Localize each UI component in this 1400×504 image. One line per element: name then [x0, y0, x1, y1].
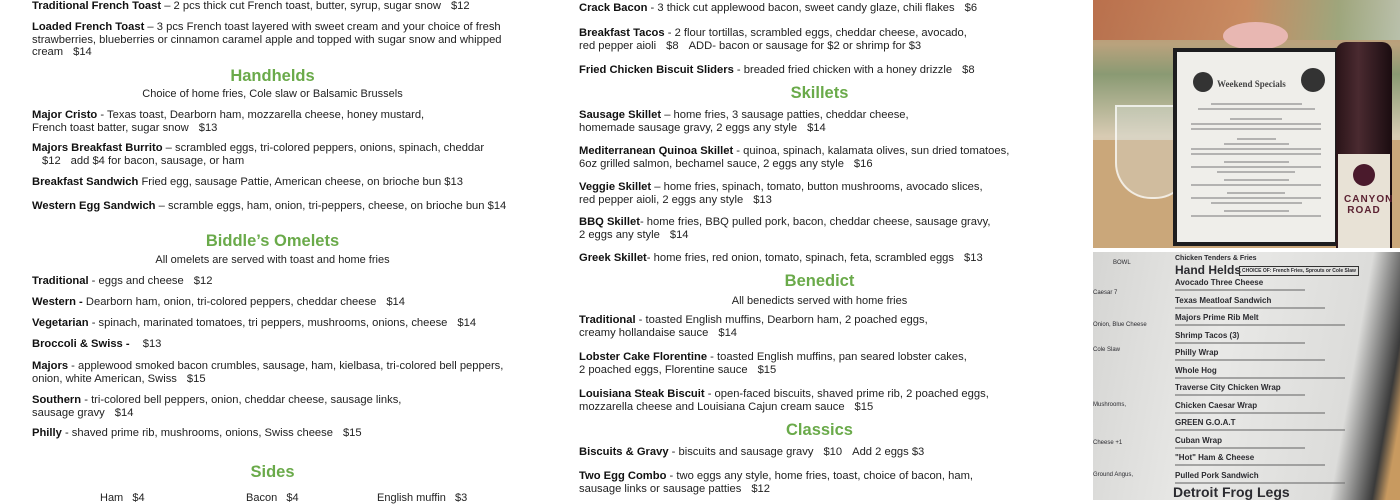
item-separator: -	[81, 394, 92, 406]
bottle-label	[1338, 154, 1394, 248]
menu-column-left	[0, 0, 545, 504]
item-price: $15	[342, 427, 362, 439]
item-separator: -	[647, 2, 658, 14]
item-separator: –	[661, 109, 674, 121]
item-description: Texas toast, Dearborn ham, mozzarella cheese, honey mustard,	[107, 109, 425, 121]
photo-menu-line: Chicken Tenders & Fries	[1175, 255, 1257, 262]
item-name: Mediterranean Quinoa Skillet	[579, 145, 734, 157]
photo-menu-desc-line	[1175, 307, 1325, 309]
item-name: Fried Chicken Biscuit Sliders	[579, 64, 734, 76]
item-price: $6	[964, 2, 978, 14]
item-description: shaved prime rib, mushrooms, onions, Swiss cheese	[71, 427, 333, 439]
menu-item	[579, 109, 909, 134]
item-name: Biscuits & Gravy	[579, 446, 669, 458]
item-separator	[130, 338, 133, 350]
photo-menu-item: Pulled Pork Sandwich	[1175, 470, 1259, 480]
item-price: $10	[823, 446, 843, 458]
photo-menu-choice-box: CHOICE OF: French Fries, Sprouts or Cole Slaw	[1239, 266, 1359, 276]
item-description: red pepper aioli, 2 eggs any style	[579, 193, 744, 206]
menu-item	[579, 388, 989, 413]
section-subtitle: Choice of home fries, Cole slaw or Balsamic Brussels	[142, 88, 403, 100]
photo-menu-item: Chicken Caesar Wrap	[1175, 400, 1258, 410]
item-description: sausage gravy	[32, 406, 105, 419]
item-description: 2 pcs thick cut French toast, butter, syrup, sugar snow	[173, 0, 441, 12]
menu-item	[579, 446, 924, 459]
item-price: $14	[807, 121, 826, 134]
item-separator: –	[144, 21, 157, 33]
rose-flower	[1223, 22, 1288, 50]
item-price: $14	[669, 228, 689, 241]
item-separator: -	[61, 427, 72, 439]
menu-item	[32, 275, 212, 288]
photo-menu-desc-line	[1175, 324, 1345, 326]
item-name: Major Cristo	[32, 109, 98, 121]
item-name: Traditional French Toast	[32, 0, 162, 12]
item-description: quinoa, spinach, kalamata olives, sun dried tomatoes,	[743, 145, 1010, 157]
photo-menu-item: Shrimp Tacos (3)	[1175, 330, 1240, 340]
item-price: $13	[142, 338, 162, 350]
photo-menu-desc-line	[1175, 429, 1345, 431]
menu-item	[32, 109, 424, 134]
menu-item	[579, 252, 983, 265]
specials-menu-card	[1173, 48, 1339, 246]
item-price: $14	[457, 317, 477, 329]
item-name: Vegetarian	[32, 317, 89, 329]
item-addon: Add 2 eggs $3	[852, 446, 925, 458]
menu-item	[579, 314, 928, 339]
photo-menu-desc-line	[1175, 377, 1345, 379]
item-name: Crack Bacon	[579, 2, 648, 14]
specials-text-lines	[1191, 100, 1321, 220]
item-name: Veggie Skillet	[579, 181, 652, 193]
item-description: red pepper aioli	[579, 39, 657, 52]
photo-menu-desc-line	[1175, 464, 1325, 466]
item-price: $14	[73, 46, 92, 58]
item-name: Majors Breakfast Burrito	[32, 142, 163, 154]
item-separator: -	[733, 145, 744, 157]
item-description: cream	[32, 46, 64, 58]
item-price: $12	[193, 275, 213, 287]
item-description: 6oz grilled salmon, bechamel sauce, 2 eggs any style	[579, 157, 844, 170]
item-name: Loaded French Toast	[32, 21, 145, 33]
photo-handhelds-menu	[1093, 252, 1400, 500]
item-name: Southern	[32, 394, 82, 406]
item-name: Western -	[32, 296, 83, 308]
photo-menu-desc-line	[1175, 359, 1325, 361]
menu-item	[579, 351, 967, 376]
menu-item	[32, 142, 484, 167]
item-description: creamy hollandaise sauce	[579, 326, 709, 339]
menu-item	[32, 360, 503, 385]
item-name: Louisiana Steak Biscuit	[579, 388, 705, 400]
photo-menu-fragment: BOWL	[1113, 260, 1131, 266]
menu-item	[32, 0, 470, 13]
item-description: Dearborn ham, onion, tri-colored peppers, cheddar cheese	[85, 296, 377, 308]
item-description: open-faced biscuits, shaved prime rib, 2 poached eggs,	[714, 388, 989, 400]
item-name: Sausage Skillet	[579, 109, 662, 121]
section-subtitle: All omelets are served with toast and home fries	[155, 254, 390, 266]
photo-menu-fragment: Cole Slaw	[1093, 347, 1121, 353]
photo-menu-item: Traverse City Chicken Wrap	[1175, 383, 1281, 392]
item-price: $12	[751, 482, 770, 495]
item-separator: -	[666, 470, 677, 482]
photo-menu-fragment: Ground Angus,	[1093, 472, 1134, 478]
item-price: $15	[186, 372, 206, 385]
item-price: $16	[853, 157, 873, 170]
side-item: English muffin $3	[377, 492, 468, 504]
item-name: Lobster Cake Florentine	[579, 351, 708, 363]
photo-menu-fragment: Onion, Blue Cheese	[1093, 322, 1147, 328]
photo-menu-item: Avocado Three Cheese	[1175, 278, 1264, 287]
item-separator: -	[668, 446, 679, 458]
item-price: $15	[854, 400, 874, 413]
photo-menu-item: GREEN G.O.A.T	[1175, 418, 1236, 427]
item-description: applewood smoked bacon crumbles, sausage, ham, kielbasa, tri-colored bell peppers,	[78, 360, 504, 372]
photo-menu-desc-line	[1175, 394, 1305, 396]
item-description: 3 pcs French toast layered with sweet cream and your choice of fresh	[156, 21, 501, 33]
photo-menu-desc-line	[1175, 289, 1305, 291]
item-name: Philly	[32, 427, 62, 439]
menu-item	[32, 21, 502, 59]
photo-menu-item: Whole Hog	[1175, 365, 1217, 375]
section-heading-classics: Classics	[786, 421, 853, 439]
menu-item	[579, 470, 973, 495]
photo-weekend-specials	[1093, 0, 1400, 248]
section-subtitle: All benedicts served with home fries	[731, 295, 908, 307]
menu-item	[579, 216, 990, 241]
photo-menu-item: Texas Meatloaf Sandwich	[1175, 295, 1272, 305]
item-name: Two Egg Combo	[579, 470, 667, 482]
item-description: scrambled eggs, tri-colored peppers, onions, spinach, cheddar	[175, 142, 485, 154]
wine-bottle	[1336, 42, 1392, 248]
item-description: homemade sausage gravy, 2 eggs any style	[579, 121, 798, 134]
item-name: Greek Skillet	[579, 252, 647, 264]
section-heading-skillets: Skillets	[790, 84, 849, 102]
item-description: 2 flour tortillas, scrambled eggs, cheddar cheese, avocado,	[674, 27, 967, 39]
item-description: toasted English muffins, Dearborn ham, 2 poached eggs,	[645, 314, 928, 326]
item-description: eggs and cheese	[98, 275, 184, 287]
item-price: $14	[718, 326, 738, 339]
item-separator: -	[664, 27, 675, 39]
side-item: Bacon $4	[246, 492, 299, 504]
photo-menu-fragment: Caesar 7	[1093, 290, 1118, 296]
item-description: sausage links or sausage patties	[579, 482, 742, 495]
menu-item	[579, 181, 983, 206]
item-name: Traditional	[32, 275, 89, 287]
item-description: 2 poached eggs, Florentine sauce	[579, 363, 748, 376]
side-item: Ham $4	[100, 492, 145, 504]
item-description: 2 eggs any style	[579, 228, 660, 241]
item-description: home fries, BBQ pulled pork, bacon, cheddar cheese, sausage gravy,	[646, 216, 991, 228]
item-name: Traditional	[579, 314, 636, 326]
section-heading-sides: Sides	[250, 463, 295, 481]
item-separator: -	[68, 360, 79, 372]
item-description: French toast batter, sugar snow	[32, 121, 189, 134]
item-price: $8	[962, 64, 975, 76]
item-price: $13	[964, 252, 983, 264]
specials-title: Weekend Specials	[1217, 79, 1286, 89]
photo-menu-item: Cuban Wrap	[1175, 435, 1222, 445]
item-addon: add $4 for bacon, sausage, or ham	[70, 154, 245, 167]
item-separator: –	[155, 200, 168, 212]
item-price: $15	[757, 363, 777, 376]
menu-item	[32, 296, 405, 309]
item-price: $13	[198, 121, 218, 134]
photo-menu-fragment: Cheese +1	[1093, 440, 1123, 446]
item-separator: -	[704, 388, 715, 400]
item-name: Western Egg Sandwich	[32, 200, 156, 212]
item-separator: -	[639, 216, 647, 228]
menu-item	[32, 427, 362, 440]
item-name: Breakfast Sandwich	[32, 176, 139, 188]
logo-icon	[1301, 68, 1325, 92]
menu-item	[32, 200, 506, 213]
item-addon: ADD- bacon or sausage for $2 or shrimp for $3	[688, 39, 922, 52]
photo-menu-desc-line	[1175, 342, 1305, 344]
section-heading-omelets: Biddle’s Omelets	[205, 232, 340, 250]
item-description: toasted English muffins, pan seared lobster cakes,	[717, 351, 967, 363]
item-description: onion, white American, Swiss	[32, 372, 177, 385]
section-heading-benedict: Benedict	[784, 272, 855, 290]
item-description: spinach, marinated tomatoes, tri peppers, mushrooms, onions, cheese	[98, 317, 448, 329]
item-description: strawberries, blueberries or cinnamon caramel apple and topped with sugar snow and whipped	[32, 33, 502, 46]
item-description: biscuits and sausage gravy	[678, 446, 814, 458]
item-description: home fries, 3 sausage patties, cheddar cheese,	[673, 109, 909, 121]
item-description: Fried egg, sausage Pattie, American cheese, on brioche bun $13	[141, 176, 463, 188]
item-description: breaded fried chicken with a honey drizzle	[743, 64, 953, 76]
item-description: mozzarella cheese and Louisiana Cajun cream sauce	[579, 400, 845, 413]
item-name: Broccoli & Swiss -	[32, 338, 130, 350]
menu-item	[579, 64, 975, 77]
menu-item	[32, 338, 161, 351]
menu-item	[579, 27, 967, 52]
item-separator: -	[97, 109, 108, 121]
photo-menu-desc-line	[1175, 412, 1325, 414]
section-heading-handhelds: Handhelds	[230, 67, 315, 85]
item-description: 3 thick cut applewood bacon, sweet candy glaze, chili flakes	[657, 2, 955, 14]
photo-menu-fragment: Mushrooms,	[1093, 402, 1127, 408]
item-description: home fries, spinach, tomato, button mushrooms, avocado slices,	[663, 181, 983, 193]
menu-item	[32, 176, 463, 189]
menu-item	[579, 145, 1009, 170]
menu-item	[32, 317, 476, 330]
photo-menu-desc-line	[1175, 447, 1305, 449]
item-price: $13	[753, 193, 772, 206]
photo-menu-heading: Hand Helds	[1175, 263, 1242, 277]
item-price: $14	[114, 406, 134, 419]
menu-item	[579, 2, 977, 15]
item-separator: –	[651, 181, 664, 193]
item-name: BBQ Skillet	[579, 216, 640, 228]
photo-menu-footer: Detroit Frog Legs	[1173, 484, 1290, 500]
item-price: $14	[386, 296, 405, 308]
item-separator: –	[162, 142, 176, 154]
item-description: tri-colored bell peppers, onion, cheddar cheese, sausage links,	[91, 394, 402, 406]
item-separator: -	[635, 314, 646, 326]
item-name: Majors	[32, 360, 69, 372]
label-emblem-icon	[1353, 164, 1375, 186]
menu-column-middle	[547, 0, 1092, 500]
item-separator: -	[88, 275, 99, 287]
photo-menu-item: Majors Prime Rib Melt	[1175, 313, 1259, 322]
item-name: Breakfast Tacos	[579, 27, 665, 39]
item-price: $8	[666, 39, 679, 52]
item-price: $12	[42, 154, 61, 167]
logo-icon	[1193, 72, 1213, 92]
menu-item	[32, 394, 401, 419]
item-separator: -	[707, 351, 718, 363]
item-description: home fries, red onion, tomato, spinach, feta, scrambled eggs	[653, 252, 954, 264]
item-description: two eggs any style, home fries, toast, choice of bacon, ham,	[676, 470, 973, 482]
item-separator: -	[646, 252, 654, 264]
item-price: $12	[450, 0, 470, 12]
bottle-brand: CANYON ROAD	[1344, 194, 1394, 216]
item-description: scramble eggs, ham, onion, tri-peppers, cheese, on brioche bun $14	[167, 200, 507, 212]
photo-menu-item: "Hot" Ham & Cheese	[1175, 453, 1255, 462]
item-separator: -	[733, 64, 744, 76]
photo-menu-item: Philly Wrap	[1175, 348, 1219, 357]
item-separator: -	[88, 317, 99, 329]
item-separator: –	[161, 0, 174, 12]
